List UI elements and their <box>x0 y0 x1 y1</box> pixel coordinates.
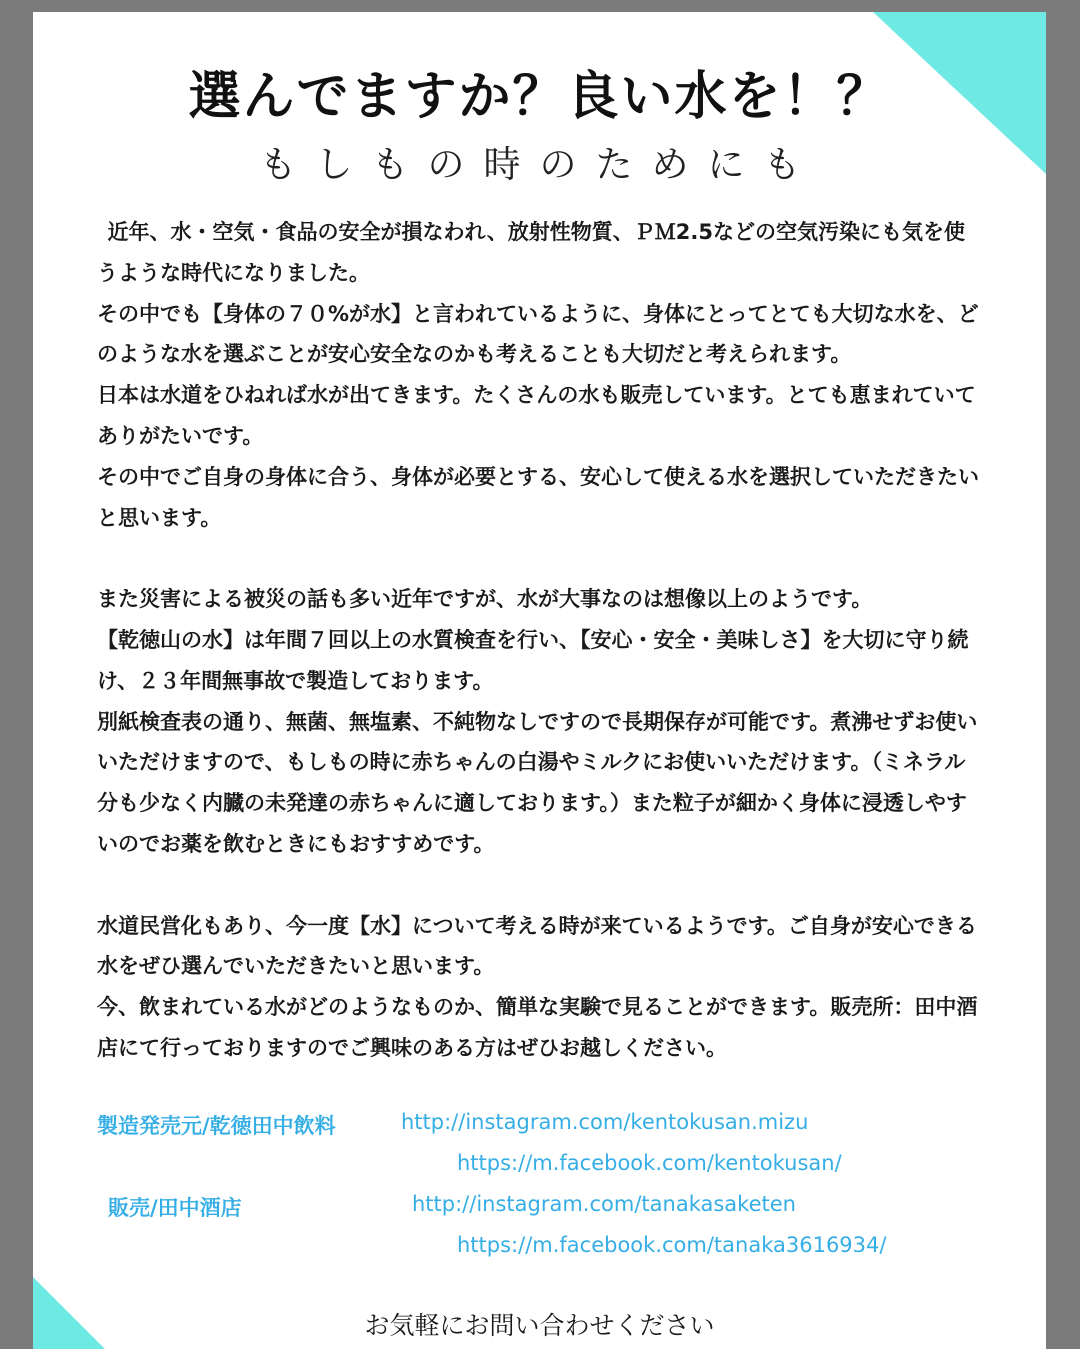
paragraph-choose-water: その中でご自身の身体に合う、身体が必要とする、安心して使える水を選択していただきたいと思います。 <box>97 464 979 530</box>
paragraph-intro: 近年、水・空気・食品の安全が損なわれ、放射性物質、ＰＭ2.5などの空気汚染にも気を使うような時代になりました。 <box>97 220 965 285</box>
paragraph-japan-water: 日本は水道をひねれば水が出てきます。たくさんの水も販売しています。とても恵まれていてありがたいです。 <box>97 383 976 448</box>
paragraph-experiment: 今、飲まれている水がどのようなものか、簡単な実験で見ることができます。販売所：田中酒店にて行っておりますのでご興味のある方はぜひお越しください。 <box>97 995 978 1060</box>
flyer-page <box>33 12 1046 1349</box>
body-text <box>97 212 982 1069</box>
seller-label: 販売/田中酒店 <box>108 1196 242 1220</box>
seller-instagram-link[interactable]: http://instagram.com/tanakasaketen <box>412 1192 796 1216</box>
paragraph-disaster: また災害による被災の話も多い近年ですが、水が大事なのは想像以上のようです。 <box>97 587 873 612</box>
paragraph-storage: 別紙検査表の通り、無菌、無塩素、不純物なしですので長期保存が可能です。煮沸せずお使いいただけますので、もしもの時に赤ちゃんの白湯やミルクにお使いいただけます。（ミネラル分も少なく内臓の未発達の赤ちゃんに適しております。）また粒子が細かく身体に浸透しやすいのでお薬を飲むときにもおすすめです。 <box>97 709 978 856</box>
paragraph-kentokusan: 【乾徳山の水】は年間７回以上の水質検査を行い、【安心・安全・美味しさ】を大切に守り続け、２３年間無事故で製造しております。 <box>97 627 969 693</box>
maker-instagram-link[interactable]: http://instagram.com/kentokusan.mizu <box>401 1110 809 1134</box>
seller-facebook-link[interactable]: https://m.facebook.com/tanaka3616934/ <box>457 1233 887 1257</box>
page-subtitle: もしもの時のためにも <box>259 143 820 186</box>
maker-label: 製造発売元/乾徳田中飲料 <box>97 1114 336 1138</box>
paragraph-body-water: その中でも【身体の７０%が水】と言われているように、身体にとってとても大切な水を、どのような水を選ぶことが安心安全なのかも考えることも大切だと考えられます。 <box>97 301 979 367</box>
closing-message: お気軽にお問い合わせください <box>364 1311 715 1340</box>
paragraph-privatization: 水道民営化もあり、今一度【水】について考える時が来ているようです。ご自身が安心できる水をぜひ選んでいただきたいと思います。 <box>97 913 977 979</box>
maker-facebook-link[interactable]: https://m.facebook.com/kentokusan/ <box>457 1151 842 1175</box>
page-title: 選んでますか？良い水を！？ <box>188 67 891 127</box>
